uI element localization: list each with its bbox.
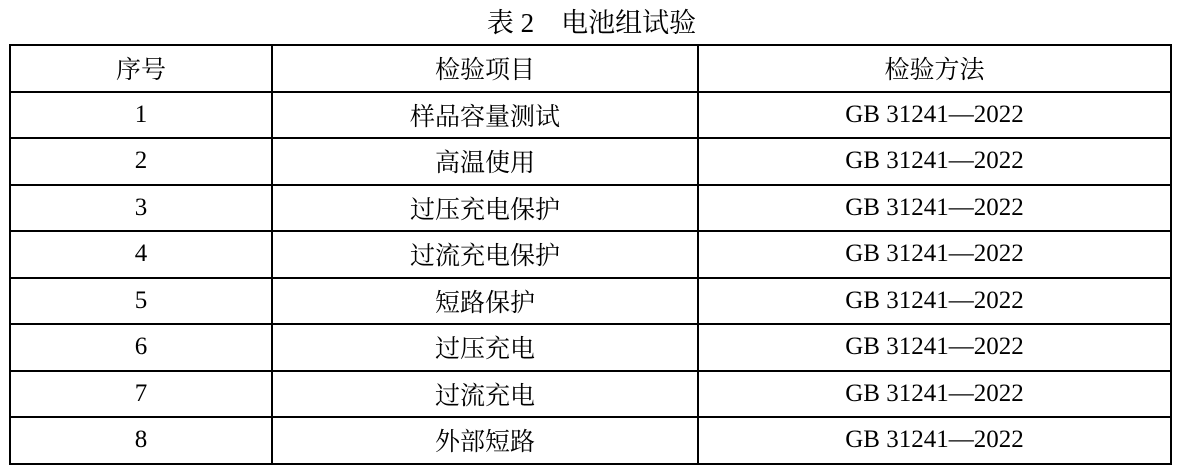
serial-number-cell: 4: [10, 231, 272, 278]
inspection-item-cell: 过压充电: [272, 324, 698, 371]
inspection-item-cell: 短路保护: [272, 278, 698, 325]
table-row: [10, 371, 1171, 418]
serial-number-cell: 2: [10, 138, 272, 185]
header-inspection-method: 检验方法: [698, 45, 1171, 92]
inspection-item-cell: 外部短路: [272, 417, 698, 464]
table-row: [10, 92, 1171, 139]
inspection-method-cell: GB 31241—2022: [698, 278, 1171, 325]
inspection-method-cell: GB 31241—2022: [698, 417, 1171, 464]
table-row: [10, 185, 1171, 232]
inspection-item-cell: 高温使用: [272, 138, 698, 185]
serial-number-cell: 8: [10, 417, 272, 464]
table-row: [10, 324, 1171, 371]
inspection-method-cell: GB 31241—2022: [698, 324, 1171, 371]
serial-number-cell: 1: [10, 92, 272, 139]
table-row: [10, 417, 1171, 464]
inspection-method-cell: GB 31241—2022: [698, 371, 1171, 418]
table-row: [10, 231, 1171, 278]
header-serial-number: 序号: [10, 45, 272, 92]
battery-pack-test-table: [9, 44, 1172, 465]
inspection-method-cell: GB 31241—2022: [698, 92, 1171, 139]
table-row: [10, 278, 1171, 325]
serial-number-cell: 3: [10, 185, 272, 232]
serial-number-cell: 5: [10, 278, 272, 325]
inspection-method-cell: GB 31241—2022: [698, 185, 1171, 232]
inspection-item-cell: 过流充电: [272, 371, 698, 418]
inspection-method-cell: GB 31241—2022: [698, 231, 1171, 278]
table-row: [10, 138, 1171, 185]
inspection-item-cell: 过压充电保护: [272, 185, 698, 232]
header-inspection-item: 检验项目: [272, 45, 698, 92]
serial-number-cell: 6: [10, 324, 272, 371]
table-header-row: [10, 45, 1171, 92]
table-caption: 表 2 电池组试验: [486, 8, 697, 38]
inspection-method-cell: GB 31241—2022: [698, 138, 1171, 185]
serial-number-cell: 7: [10, 371, 272, 418]
inspection-item-cell: 过流充电保护: [272, 231, 698, 278]
inspection-item-cell: 样品容量测试: [272, 92, 698, 139]
